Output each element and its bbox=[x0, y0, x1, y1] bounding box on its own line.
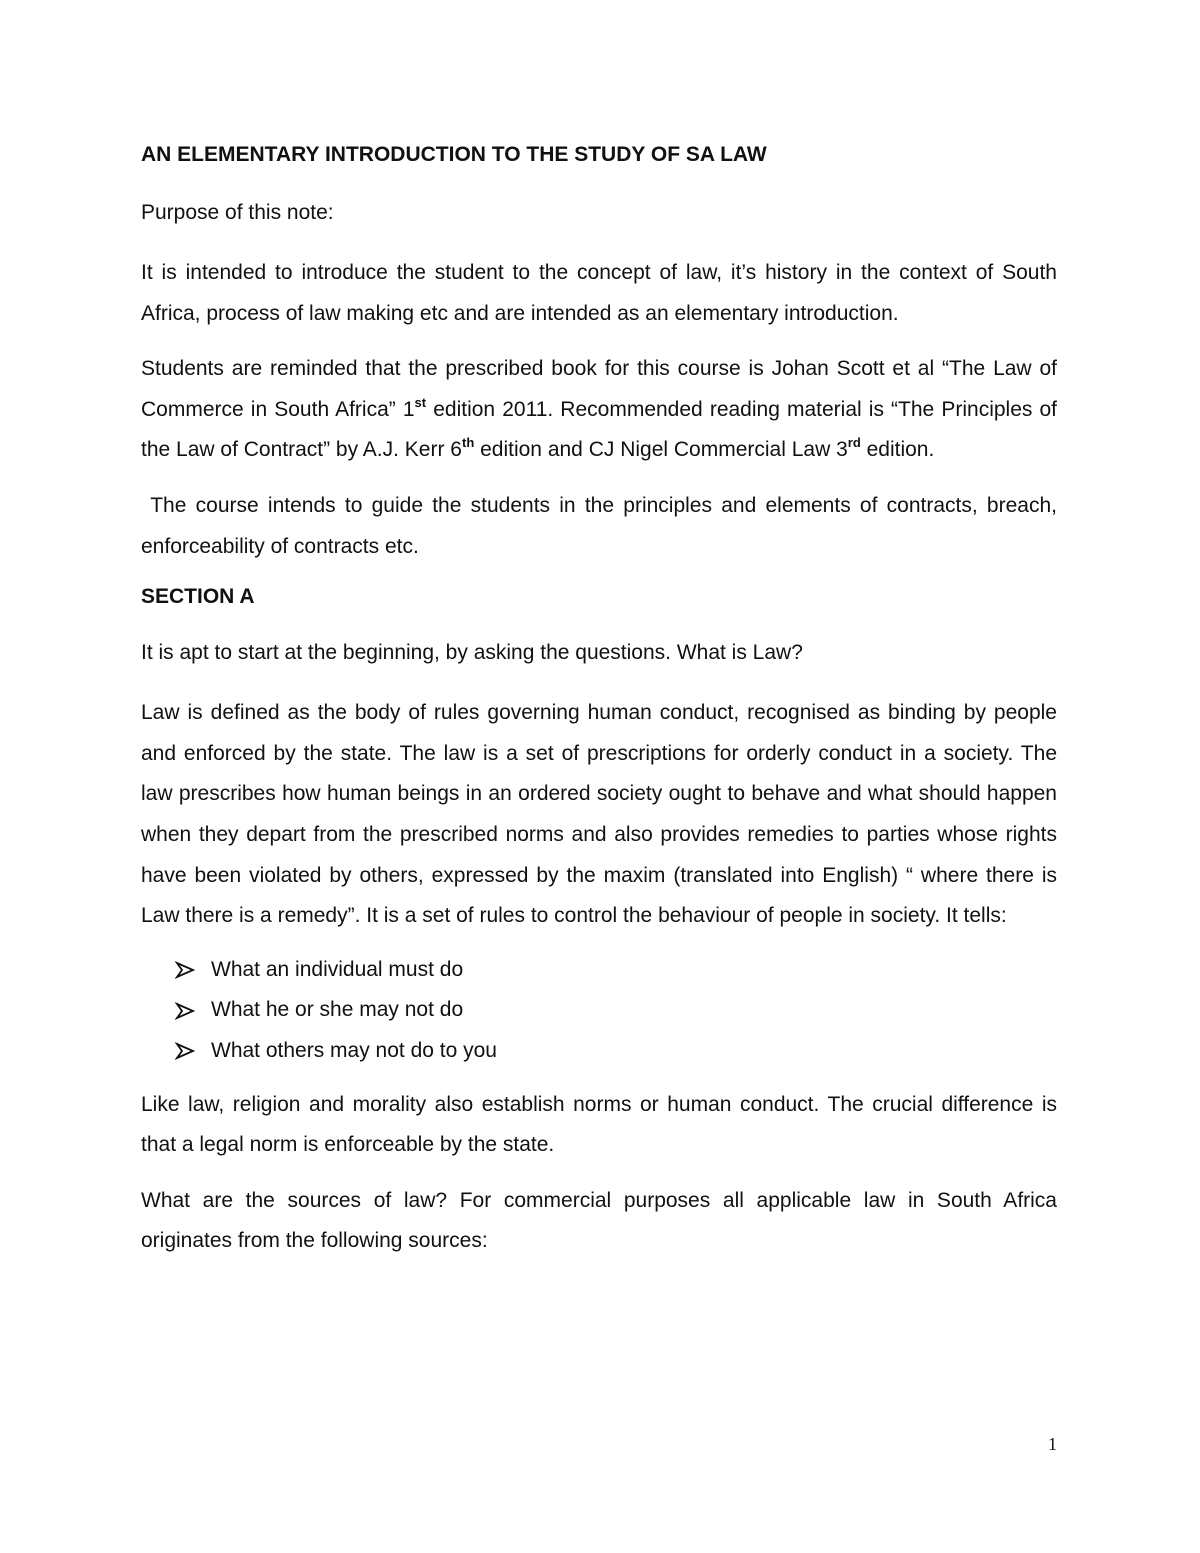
bullet-text: What he or she may not do bbox=[211, 998, 464, 1022]
page-number: 1 bbox=[1048, 1434, 1057, 1454]
arrowhead-bullet-icon bbox=[175, 960, 211, 980]
law-definition-paragraph: Law is defined as the body of rules governing human conduct, recognised as binding by people and enforced by the state. The law is a set of prescriptions for orderly conduct in a society. The law prescribes how human beings in an ordered society ought to behave and what should happen when they depart from the prescribed norms and also provides remedies to parties whose rights have been violated by others, expressed by the maxim (translated into English) “ where there is Law there is a remedy”. It is a set of rules to control the behaviour of people in society. It tells: bbox=[141, 701, 1057, 928]
prescribed-text-4: edition. bbox=[860, 438, 935, 462]
prescribed-text-3: edition and CJ Nigel Commercial Law 3 bbox=[474, 438, 848, 462]
arrowhead-bullet-icon bbox=[175, 1041, 211, 1061]
prescribed-text-2: edition 2011. Recommended reading material is “The Principles of the Law of Contract” by A.J. Kerr 6 bbox=[141, 397, 1058, 462]
bullet-text: What an individual must do bbox=[211, 957, 464, 981]
bullet-text: What others may not do to you bbox=[211, 1038, 497, 1062]
prescribed-text-1: Students are reminded that the prescribed book for this course is Johan Scott et al “The Law of Commerce in South Africa” 1 bbox=[141, 357, 1057, 421]
list-item bbox=[175, 950, 1057, 991]
document-page bbox=[141, 140, 1063, 1277]
bullet-list bbox=[141, 950, 1057, 1072]
what-is-law-question: It is apt to start at the beginning, by asking the questions. What is Law? bbox=[141, 641, 803, 665]
list-item bbox=[175, 990, 1057, 1031]
sources-paragraph: What are the sources of law? For commercial purposes all applicable law in South Africa originates from the following sources: bbox=[141, 1188, 1057, 1253]
section-heading: SECTION A bbox=[141, 585, 255, 609]
ordinal-superscript: rd bbox=[847, 435, 861, 451]
list-item bbox=[175, 1031, 1057, 1072]
course-paragraph: The course intends to guide the students in the principles and elements of contracts, breach, enforceability of contracts etc. bbox=[141, 493, 1063, 558]
purpose-heading: Purpose of this note: bbox=[141, 201, 334, 224]
intro-paragraph: It is intended to introduce the student to the concept of law, it’s history in the context of South Africa, process of law making etc and are intended as an elementary introduction. bbox=[141, 261, 1057, 325]
arrowhead-bullet-icon bbox=[175, 1001, 211, 1021]
ordinal-superscript: st bbox=[414, 394, 427, 410]
document-title: AN ELEMENTARY INTRODUCTION TO THE STUDY OF SA LAW bbox=[141, 143, 767, 166]
morality-paragraph: Like law, religion and morality also establish norms or human conduct. The crucial difference is that a legal norm is enforceable by the state. bbox=[141, 1092, 1057, 1157]
ordinal-superscript: th bbox=[461, 435, 475, 451]
prescribed-book-paragraph bbox=[141, 349, 1057, 471]
